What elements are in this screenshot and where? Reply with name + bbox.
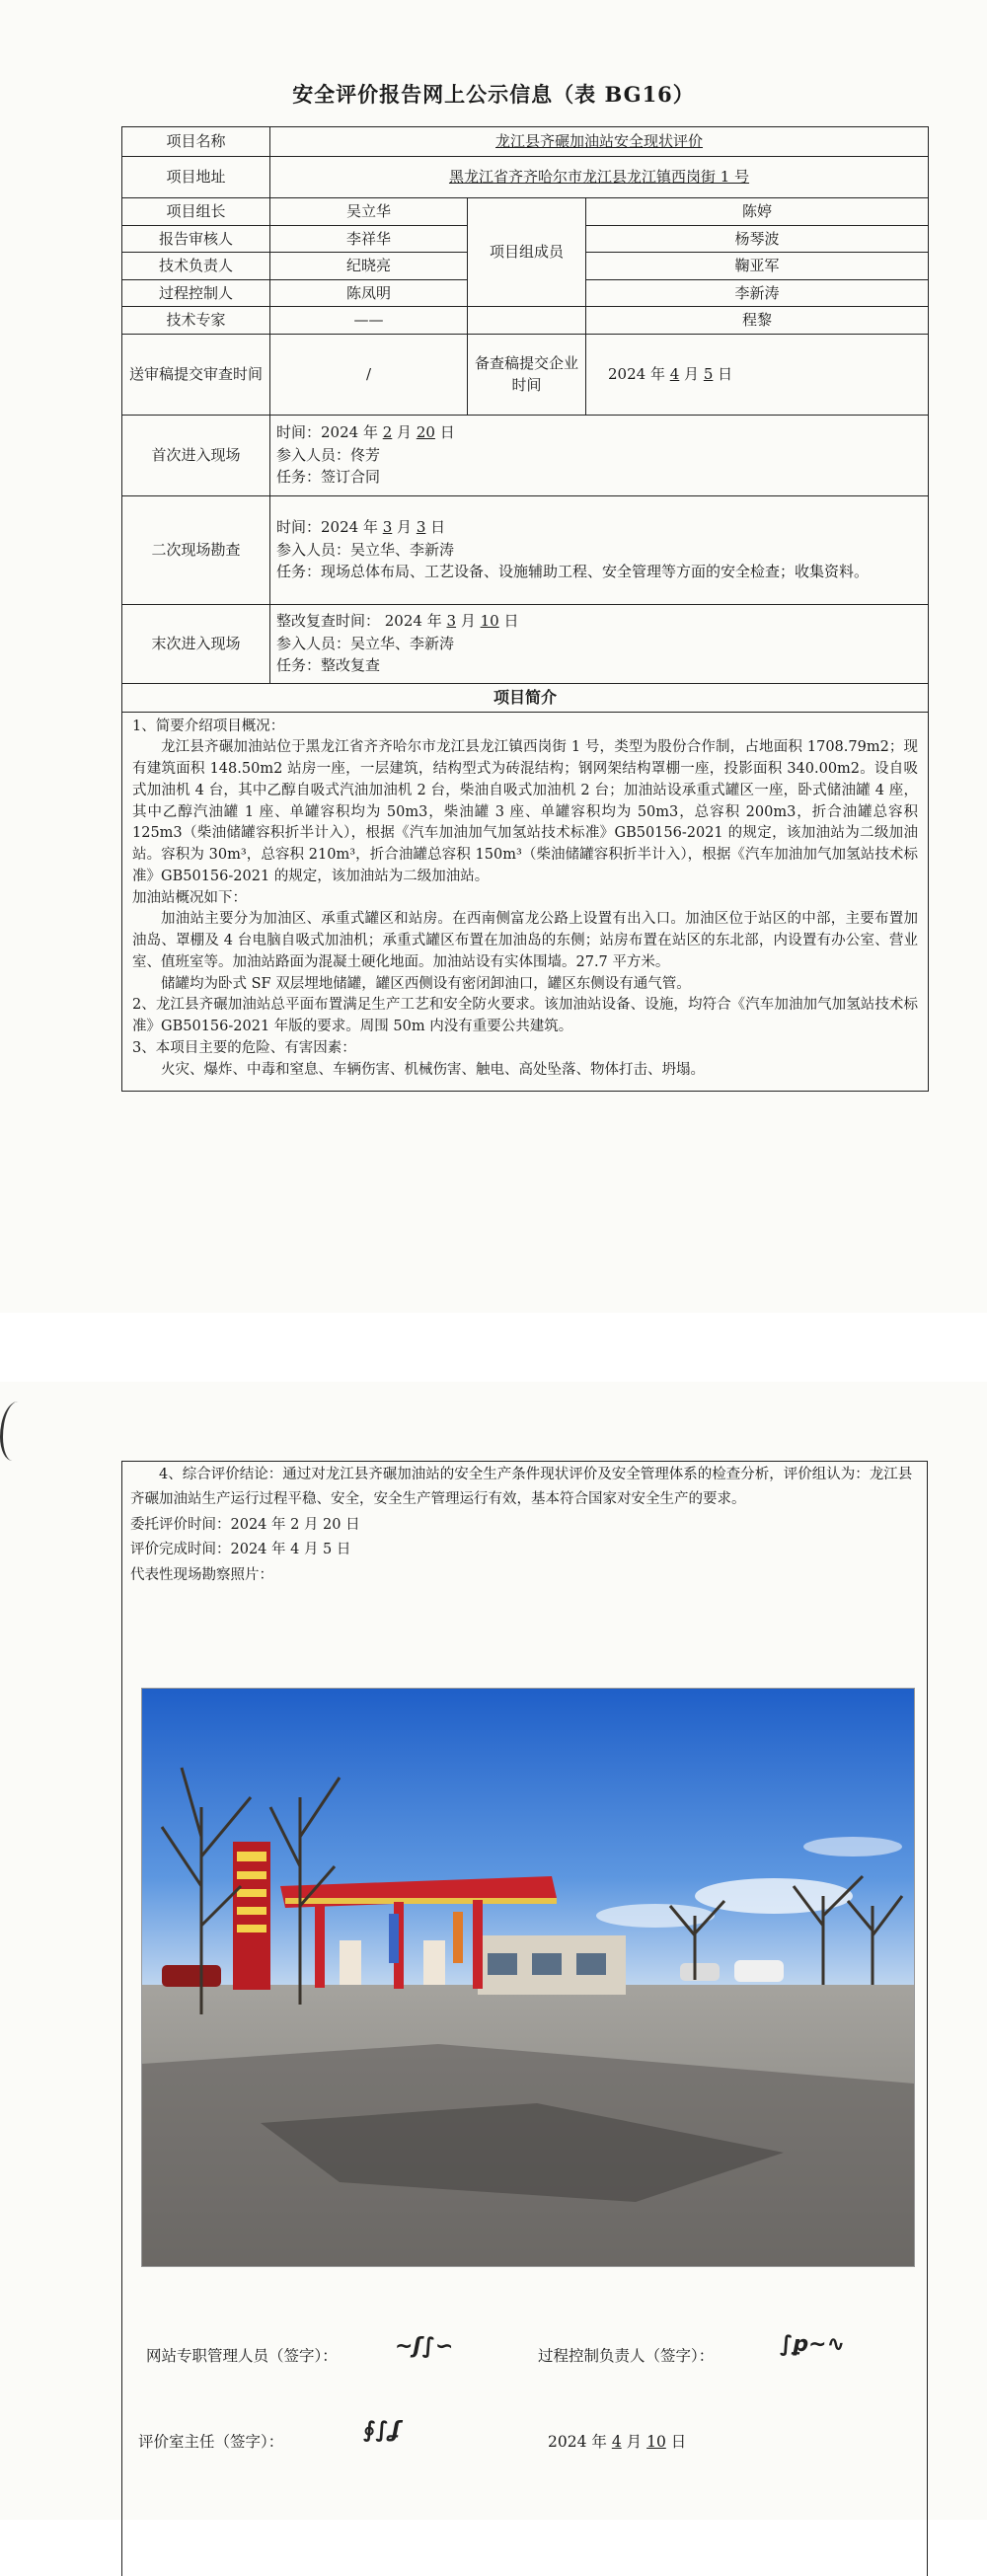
info-table [121,126,929,1092]
conclusion-text [130,1463,920,1588]
visit-2-label: 二次现场勘查 [122,495,270,604]
draft-submit-label: 送审稿提交审查时间 [122,334,270,415]
banner [389,1914,399,1963]
canopy-stripe [285,1898,557,1904]
photos-label: 代表性现场勘察照片： [130,1566,273,1583]
complete-time: 评价完成时间：2024 年 4 月 5 日 [130,1542,351,1558]
project-name-label: 项目名称 [122,127,270,157]
visit-1-label: 首次进入现场 [122,415,270,495]
tech-lead-value: 纪晓亮 [270,253,468,280]
visit-3-details [270,604,929,683]
visit-2-participants: 参入人员：吴立华、李新涛 [276,540,455,559]
visit-3-task: 任务：整改复查 [276,656,381,675]
member-5: 程黎 [586,307,929,335]
car [680,1963,720,1981]
process-lead-signature: ∫ꝑ∼∿ [780,2332,846,2357]
reviewer-label: 报告审核人 [122,225,270,253]
member-2: 杨琴波 [586,225,929,253]
window [488,1953,517,1975]
visit-2-details [270,495,929,604]
visit-3-participants: 参入人员：吴立华、李新涛 [276,634,455,652]
member-3: 鞠亚军 [586,253,929,280]
fuel-dispenser [340,1940,361,1985]
leader-value: 吴立华 [270,198,468,226]
intro-s1-p4: 储罐均为卧式 SF 双层埋地储罐，罐区西侧设有密闭卸油口，罐区东侧设有通气管。 [161,975,691,992]
site-manager-signature-label: 网站专职管理人员（签字）： [146,2347,338,2365]
visit-2-time: 时间：2024 年 3 月 3 日 [276,518,446,537]
archive-submit-date: 2024 年 4 月 5 日 [586,334,929,415]
entrust-time: 委托评价时间：2024 年 2 月 20 日 [130,1516,360,1533]
project-address-value: 黑龙江省齐齐哈尔市龙江县龙江镇西岗街 1 号 [270,157,929,198]
intro-heading: 项目简介 [122,683,929,712]
price-sign [233,1842,270,1990]
project-name-value: 龙江县齐碾加油站安全现状评价 [270,127,929,157]
controller-label: 过程控制人 [122,279,270,307]
intro-s1-title: 1、简要介绍项目概况： [132,718,285,734]
visit-3-label: 末次进入现场 [122,604,270,683]
expert-label: 技术专家 [122,307,270,335]
site-photo [141,1688,915,2267]
intro-s3-title: 3、本项目主要的危险、有害因素： [132,1039,356,1056]
page-two [0,1382,987,2520]
member-1: 陈婷 [586,198,929,226]
intro-s1-p2: 加油站概况如下： [132,889,247,906]
visit-1-time: 时间：2024 年 2 月 20 日 [276,423,455,442]
banner [453,1912,463,1963]
leader-label: 项目组长 [122,198,270,226]
window [532,1953,562,1975]
controller-value: 陈凤明 [270,279,468,307]
cloud [803,1837,902,1856]
visit-2-task: 任务：现场总体布局、工艺设备、设施辅助工程、安全管理等方面的安全检查；收集资料。 [276,563,870,581]
director-signature-label: 评价室主任（签字）： [138,2433,284,2451]
sign-date: 2024 年 4 月 10 日 [548,2433,687,2451]
tech-lead-label: 技术负责人 [122,253,270,280]
page-curl-decoration [0,1402,31,1461]
car [734,1960,784,1982]
intro-s2: 2、龙江县齐碾加油站总平面布置满足生产工艺和安全防火要求。该加油站设备、设施，均符合《汽车加油加气加氢站技术标准》GB50156-2021 年版的要求。周围 50m 内没有重要公共建筑。 [132,997,919,1034]
intro-s1-p1: 龙江县齐碾加油站位于黑龙江省齐齐哈尔市龙江县龙江镇西岗街 1 号，类型为股份合作制，占地面积 1708.79m2；现有建筑面积 148.50m2 站房一座，一层建筑，结构型式为砖混结构；钢网架结构罩棚一座，投影面积 340.00m2。设自吸式加油机 4 台，其中乙醇自吸式汽油加油机 2 台，柴油自吸式加油机 2 台；加油站设承重式罐区一座，卧式储油罐 4 座，其中乙醇汽油罐 1 座、单罐容积均为 50m3，柴油罐 3 座、单罐容积均为 50m3，总容积 200m3，折合油罐总容积 125m3（柴油储罐容积折半计入），根据《汽车加油加气加氢站技术标准》GB50156-2021 的规定，该加油站为二级加油站。容积为 30m³，总容积 210m³，折合油罐总容积 150m³（柴油储罐容积折半计入），根据《汽车加油加气加氢站技术标准》GB50156-2021 的规定，该加油站为二级加油站。 [132,739,919,884]
process-lead-signature-label: 过程控制负责人（签字）： [538,2347,715,2365]
intro-body [122,712,929,1092]
visit-1-participants: 参入人员：佟芳 [276,445,381,464]
members-label: 项目组成员 [468,198,586,307]
price-sign-panel [237,1852,266,1861]
canopy-pillar [315,1904,325,1988]
member-4: 李新涛 [586,279,929,307]
intro-s1-p3: 加油站主要分为加油区、承重式罐区和站房。在西南侧富龙公路上设置有出入口。加油区位于站区的中部，主要布置加油岛、罩棚及 4 台电脑自吸式加油机；承重式罐区布置在加油岛的东侧；站房布置在站区的东北部，内设置有办公室、营业室、值班室等。加油站路面为混凝土硬化地面。加油站设有实体围墙。27.7 平方米。 [132,911,919,970]
visit-3-time: 整改复查时间： 2024 年 3 月 10 日 [276,612,519,631]
form-title: 安全评价报告网上公示信息（表 BG16） [292,82,695,107]
visit-1-details [270,415,929,495]
visit-1-task: 任务：签订合同 [276,468,381,487]
expert-value: —— [270,307,468,335]
canopy-pillar [473,1900,483,1989]
reviewer-value: 李祥华 [270,225,468,253]
window [576,1953,606,1975]
conclusion-s4: 4、综合评价结论：通过对龙江县齐碾加油站的安全生产条件现状评价及安全管理体系的检查分析，评价组认为：龙江县齐碾加油站生产运行过程平稳、安全，安全生产管理运行有效，基本符合国家对安全生产的要求。 [130,1467,913,1508]
site-manager-signature: ~ʃ∫∽ [395,2334,454,2359]
cloud [596,1904,715,1928]
car [162,1965,221,1987]
draft-submit-value: / [270,334,468,415]
director-signature: ∮∫ʆ [363,2418,401,2443]
gas-station-photo [142,1689,914,2266]
project-address-label: 项目地址 [122,157,270,198]
intro-s3-list: 火灾、爆炸、中毒和窒息、车辆伤害、机械伤害、触电、高处坠落、物体打击、坍塌。 [161,1061,705,1078]
fuel-dispenser [423,1940,445,1985]
archive-submit-label: 备查稿提交企业时间 [468,334,586,415]
